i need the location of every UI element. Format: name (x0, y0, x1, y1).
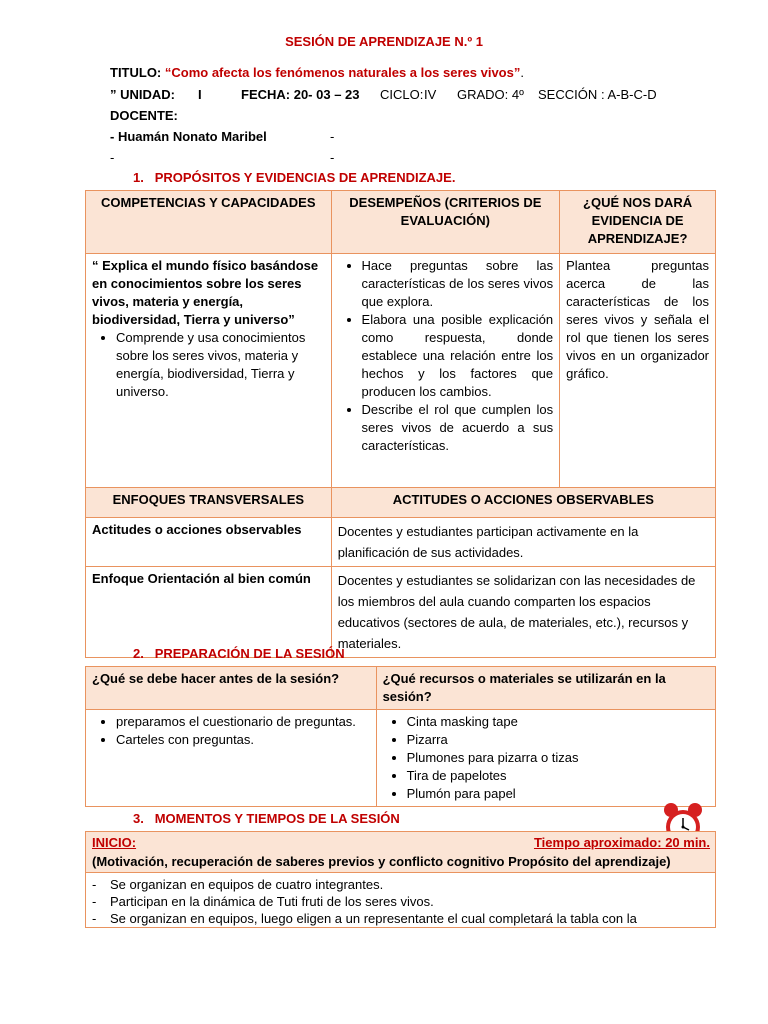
inicio-subtitle: (Motivación, recuperación de saberes previos y conflicto cognitivo Propósito del aprendizaje) (92, 854, 671, 869)
unidad-value: I (198, 87, 202, 102)
recurso-item: • Plumones para pizarra o tizas (407, 749, 709, 767)
row1-text: Docentes y estudiantes participan activamente en la planificación de sus actividades. (331, 518, 715, 567)
inicio-item: - Se organizan en equipos, luego eligen a un representante el cual completará la tabla con la (90, 910, 711, 927)
tiempo-label: Tiempo aproximado: 20 min. (533, 835, 710, 850)
row2-text: Docentes y estudiantes se solidarizan con las necesidades de los miembros del aula cuando comparten los espacios educativos (sectores de aula, de materiales, etc.), recursos y materiales. (331, 567, 715, 658)
enfoques-table (85, 487, 716, 658)
section2-num: 2. (133, 646, 144, 661)
recurso-item: • Tira de papelotes (407, 767, 709, 785)
dash-1: - (330, 129, 335, 144)
seccion-label: SECCIÓN (538, 87, 598, 102)
ciclo-value: IV (424, 87, 437, 102)
inicio-header-box (85, 831, 716, 873)
desempeno-item: • Hace preguntas sobre las características de los seres vivos que explora. (362, 257, 554, 311)
antes-header: ¿Qué se debe hacer antes de la sesión? (86, 667, 377, 710)
enfoques-header: ENFOQUES TRANSVERSALES (86, 488, 332, 518)
col-competencias-header: COMPETENCIAS Y CAPACIDADES (86, 191, 332, 254)
section1-heading (133, 170, 455, 185)
dash-2: - (110, 150, 115, 165)
section3-heading (133, 811, 400, 826)
section1-num: 1. (133, 170, 144, 185)
col-evidencia-header: ¿QUÉ NOS DARÁ EVIDENCIA DE APRENDIZAJE? (560, 191, 716, 254)
recurso-item: • Cinta masking tape (407, 713, 709, 731)
recursos-cell (376, 710, 715, 807)
antes-cell (86, 710, 377, 807)
desempenos-cell (331, 254, 560, 488)
titulo-label: TITULO: (110, 65, 162, 80)
capacidad-item: • Comprende y usa conocimientos sobre los seres vivos, materia y energía, biodiversidad, Tierra y universo. (116, 329, 325, 401)
recurso-item: • Pizarra (407, 731, 709, 749)
col-desempenos-header: DESEMPEÑOS (CRITERIOS DE EVALUACIÓN) (331, 191, 560, 254)
section1-title: PROPÓSITOS Y EVIDENCIAS DE APRENDIZAJE. (154, 170, 456, 185)
propositos-table (85, 190, 716, 488)
inicio-item: - Participan en la dinámica de Tuti fruti de los seres vivos. (90, 893, 711, 910)
recursos-header: ¿Qué recursos o materiales se utilizarán en la sesión? (376, 667, 715, 710)
inicio-content (85, 872, 716, 928)
docente-name: - Huamán Nonato Maribel (110, 129, 267, 144)
titulo-dot: . (520, 65, 524, 80)
seccion-value: : A-B-C-D (601, 87, 657, 102)
antes-item: • preparamos el cuestionario de preguntas. (116, 713, 370, 731)
titulo-line (110, 65, 524, 80)
ciclo-label: CICLO: (380, 87, 424, 102)
page-title: SESIÓN DE APRENDIZAJE N.º 1 (285, 34, 483, 49)
unidad-label: ” UNIDAD: (110, 87, 175, 102)
competencia-cell (86, 254, 332, 488)
row2-label: Enfoque Orientación al bien común (86, 567, 332, 658)
actitudes-header: ACTITUDES O ACCIONES OBSERVABLES (331, 488, 715, 518)
titulo-value: “Como afecta los fenómenos naturales a los seres vivos” (164, 65, 521, 80)
competencia-text: “ Explica el mundo físico basándose en conocimientos sobre los seres vivos, materia y energía, biodiversidad, Tierra y universo” (92, 258, 319, 327)
section2-title: PREPARACIÓN DE LA SESIÓN (154, 646, 345, 661)
section3-num: 3. (133, 811, 144, 826)
desempeno-item: • Describe el rol que cumplen los seres vivos de acuerdo a sus características. (362, 401, 554, 455)
evidencia-cell: Plantea preguntas acerca de las características de los seres vivos y señala el rol que tienen los seres vivos en un organizador gráfico. (560, 254, 716, 488)
grado-label: GRADO: 4º (457, 87, 524, 102)
inicio-label: INICIO: (92, 835, 137, 850)
section3-title: MOMENTOS Y TIEMPOS DE LA SESIÓN (154, 811, 400, 826)
section2-heading (133, 646, 345, 661)
preparacion-table (85, 666, 716, 807)
fecha-label: FECHA: 20- 03 – 23 (241, 87, 360, 102)
row1-label: Actitudes o acciones observables (86, 518, 332, 567)
desempeno-item: • Elabora una posible explicación como respuesta, donde establece una relación entre los hechos y los factores que producen los cambios. (362, 311, 554, 401)
antes-item: • Carteles con preguntas. (116, 731, 370, 749)
docente-label: DOCENTE: (110, 108, 178, 123)
recurso-item: • Plumón para papel (407, 785, 709, 803)
inicio-item: - Se organizan en equipos de cuatro integrantes. (90, 876, 711, 893)
dash-3: - (330, 150, 335, 165)
